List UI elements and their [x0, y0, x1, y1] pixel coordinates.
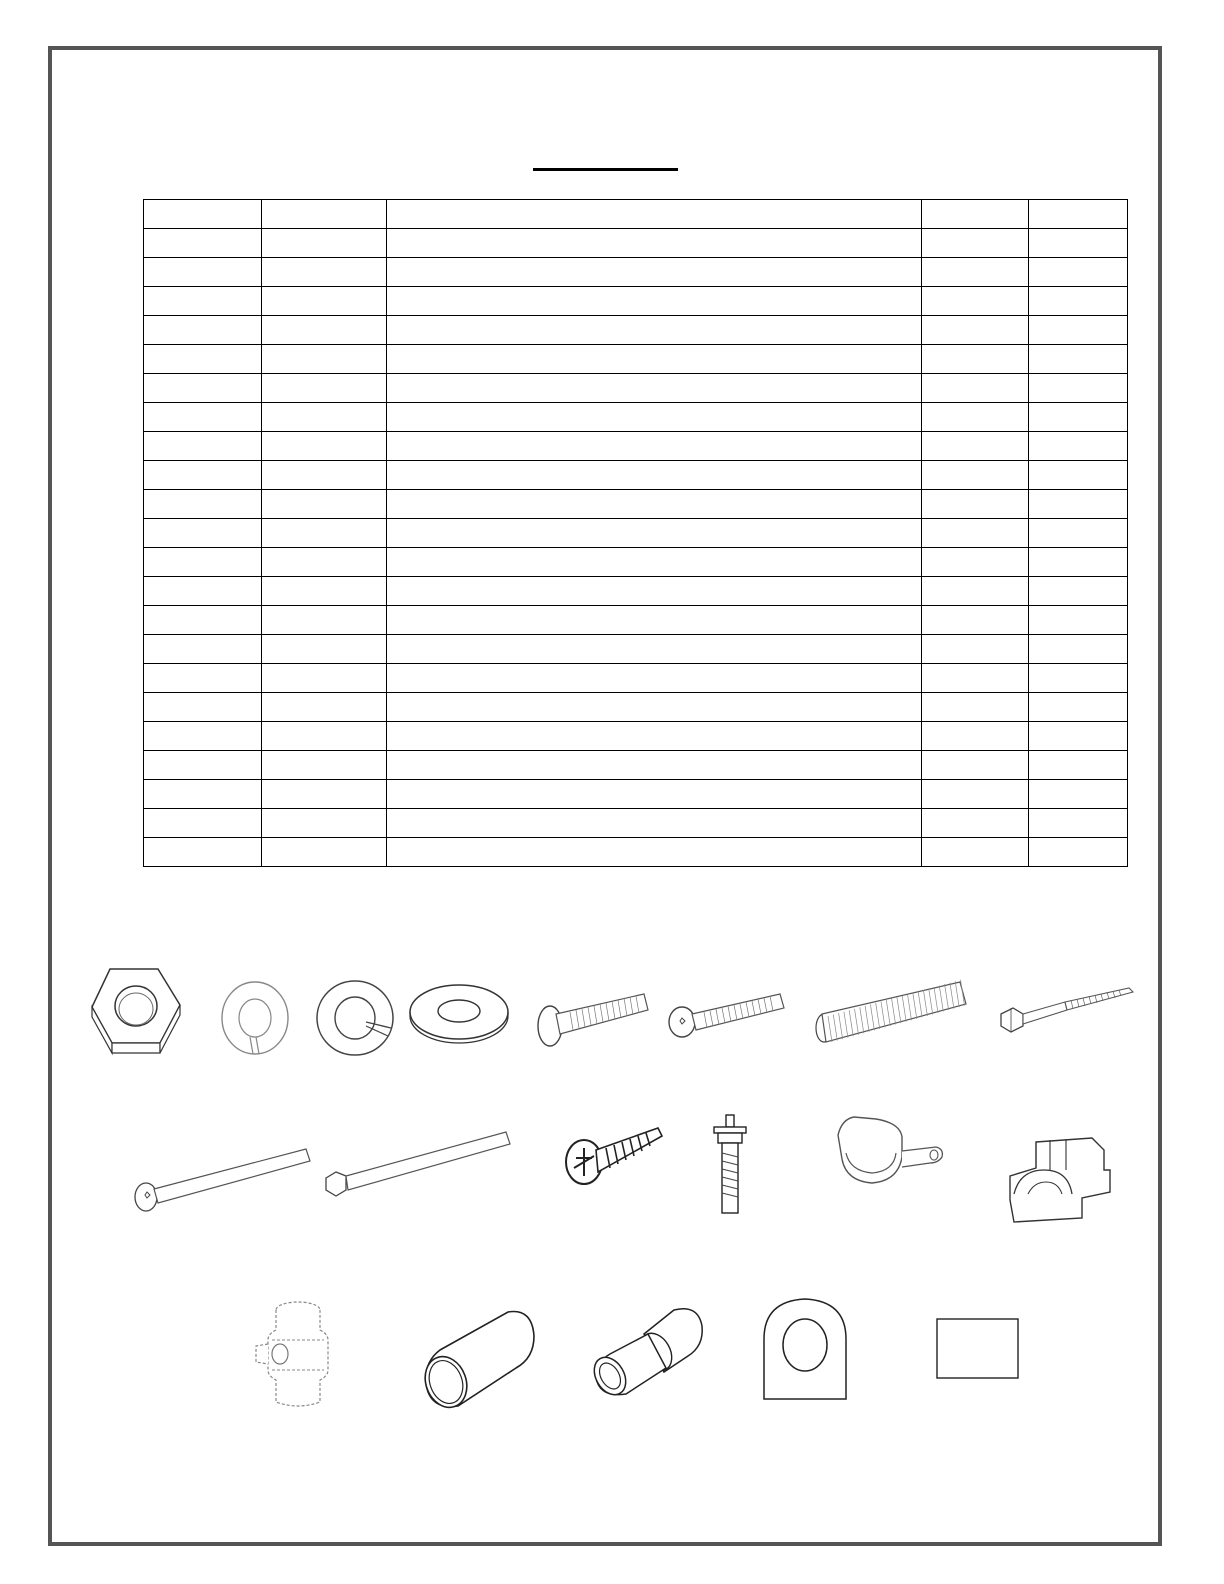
table-row: [144, 258, 1128, 287]
table-cell: [1029, 403, 1128, 432]
table-cell: [1029, 693, 1128, 722]
table-cell: [922, 432, 1029, 461]
title-underline: [533, 168, 678, 171]
table-cell: [387, 606, 922, 635]
lag-screw-icon: [995, 984, 1137, 1041]
table-row: [144, 519, 1128, 548]
table-row: [144, 635, 1128, 664]
table-cell: [1029, 809, 1128, 838]
table-row: [144, 403, 1128, 432]
sleeve-anchor-icon: [710, 1113, 750, 1222]
table-cell: [262, 780, 387, 809]
table-cell: [1029, 258, 1128, 287]
table-cell: [1029, 780, 1128, 809]
table-cell: [144, 258, 262, 287]
table-row: [144, 345, 1128, 374]
table-cell: [262, 461, 387, 490]
blank-part-icon: [936, 1318, 1020, 1385]
table-cell: [1029, 432, 1128, 461]
table-cell: [262, 838, 387, 867]
table-cell: [144, 229, 262, 258]
table-row: [144, 780, 1128, 809]
parts-table: [143, 199, 1128, 867]
table-cell: [922, 548, 1029, 577]
table-cell: [144, 548, 262, 577]
hex-nut-icon: [88, 965, 184, 1060]
table-cell: [1029, 548, 1128, 577]
table-header-row: [144, 200, 1128, 229]
table-cell: [922, 577, 1029, 606]
table-cell: [387, 838, 922, 867]
pipe-coupling-icon: [420, 1306, 540, 1417]
table-cell: [922, 722, 1029, 751]
table-row: [144, 490, 1128, 519]
table-row: [144, 577, 1128, 606]
table-cell: [262, 374, 387, 403]
table-row: [144, 838, 1128, 867]
table-cell: [1029, 316, 1128, 345]
table-cell: [1029, 722, 1128, 751]
table-cell: [387, 693, 922, 722]
table-cell: [922, 809, 1029, 838]
table-cell: [1029, 664, 1128, 693]
long-button-head-bolt-icon: [130, 1145, 312, 1222]
table-row: [144, 606, 1128, 635]
table-cell: [387, 664, 922, 693]
table-row: [144, 461, 1128, 490]
table-cell: [1029, 838, 1128, 867]
table-cell: [144, 577, 262, 606]
column-header: [144, 200, 262, 229]
table-row: [144, 809, 1128, 838]
table-cell: [262, 229, 387, 258]
threaded-rod-icon: [810, 980, 970, 1053]
table-cell: [144, 403, 262, 432]
table-cell: [262, 751, 387, 780]
pipe-strap-icon: [832, 1113, 948, 1194]
table-cell: [262, 548, 387, 577]
table-cell: [387, 229, 922, 258]
split-lock-washer-large-icon: [314, 978, 396, 1063]
table-cell: [144, 374, 262, 403]
table-cell: [922, 461, 1029, 490]
table-row: [144, 548, 1128, 577]
column-header: [922, 200, 1029, 229]
table-cell: [144, 693, 262, 722]
table-cell: [262, 635, 387, 664]
table-cell: [144, 316, 262, 345]
table-cell: [387, 403, 922, 432]
table-cell: [144, 432, 262, 461]
table-cell: [144, 809, 262, 838]
table-cell: [1029, 345, 1128, 374]
table-row: [144, 316, 1128, 345]
table-cell: [144, 461, 262, 490]
table-cell: [1029, 374, 1128, 403]
table-cell: [262, 809, 387, 838]
table-cell: [922, 664, 1029, 693]
table-cell: [144, 287, 262, 316]
table-cell: [922, 403, 1029, 432]
table-cell: [262, 287, 387, 316]
table-cell: [387, 548, 922, 577]
column-header: [387, 200, 922, 229]
carriage-bolt-icon: [530, 988, 652, 1055]
table-row: [144, 664, 1128, 693]
table-cell: [922, 490, 1029, 519]
table-cell: [262, 577, 387, 606]
table-row: [144, 287, 1128, 316]
column-header: [262, 200, 387, 229]
button-head-bolt-icon: [664, 988, 786, 1049]
table-cell: [387, 258, 922, 287]
table-cell: [1029, 287, 1128, 316]
table-row: [144, 693, 1128, 722]
table-cell: [922, 751, 1029, 780]
table-cell: [262, 606, 387, 635]
table-cell: [922, 693, 1029, 722]
table-cell: [144, 635, 262, 664]
table-cell: [262, 664, 387, 693]
table-cell: [922, 229, 1029, 258]
table-cell: [922, 287, 1029, 316]
table-cell: [387, 316, 922, 345]
flat-washer-icon: [408, 980, 510, 1049]
table-cell: [262, 490, 387, 519]
table-cell: [922, 606, 1029, 635]
mounting-tab-icon: [760, 1295, 850, 1408]
table-cell: [144, 838, 262, 867]
table-cell: [387, 751, 922, 780]
table-cell: [922, 519, 1029, 548]
table-cell: [387, 374, 922, 403]
pipe-clamp-icon: [1006, 1136, 1114, 1229]
split-lock-washer-icon: [220, 980, 290, 1063]
table-row: [144, 751, 1128, 780]
table-cell: [387, 780, 922, 809]
table-cell: [144, 345, 262, 374]
table-cell: [387, 490, 922, 519]
table-cell: [1029, 229, 1128, 258]
table-cell: [922, 258, 1029, 287]
table-cell: [144, 490, 262, 519]
table-cell: [1029, 635, 1128, 664]
table-cell: [387, 809, 922, 838]
table-cell: [262, 345, 387, 374]
table-cell: [1029, 490, 1128, 519]
table-cell: [1029, 751, 1128, 780]
table-row: [144, 722, 1128, 751]
table-cell: [1029, 577, 1128, 606]
table-cell: [387, 432, 922, 461]
table-cell: [1029, 519, 1128, 548]
table-cell: [144, 519, 262, 548]
table-cell: [387, 635, 922, 664]
table-cell: [262, 403, 387, 432]
long-hex-bolt-icon: [322, 1128, 514, 1205]
table-cell: [262, 519, 387, 548]
table-cell: [144, 722, 262, 751]
reducer-sleeve-icon: [590, 1302, 706, 1407]
table-cell: [922, 635, 1029, 664]
table-row: [144, 432, 1128, 461]
table-cell: [387, 345, 922, 374]
table-cell: [144, 751, 262, 780]
table-cell: [262, 722, 387, 751]
pipe-tee-icon: [250, 1300, 360, 1417]
pan-head-screw-icon: [562, 1118, 668, 1193]
table-cell: [387, 577, 922, 606]
table-cell: [922, 838, 1029, 867]
table-cell: [387, 461, 922, 490]
table-cell: [922, 374, 1029, 403]
table-cell: [262, 316, 387, 345]
table-cell: [262, 432, 387, 461]
table-row: [144, 374, 1128, 403]
table-cell: [922, 316, 1029, 345]
table-cell: [387, 519, 922, 548]
table-cell: [1029, 461, 1128, 490]
table-cell: [144, 606, 262, 635]
table-cell: [922, 345, 1029, 374]
parts-table-body: [144, 229, 1128, 867]
table-cell: [144, 780, 262, 809]
table-cell: [1029, 606, 1128, 635]
table-cell: [144, 664, 262, 693]
table-cell: [922, 780, 1029, 809]
table-cell: [262, 693, 387, 722]
table-cell: [387, 287, 922, 316]
column-header: [1029, 200, 1128, 229]
table-row: [144, 229, 1128, 258]
table-cell: [262, 258, 387, 287]
table-cell: [387, 722, 922, 751]
